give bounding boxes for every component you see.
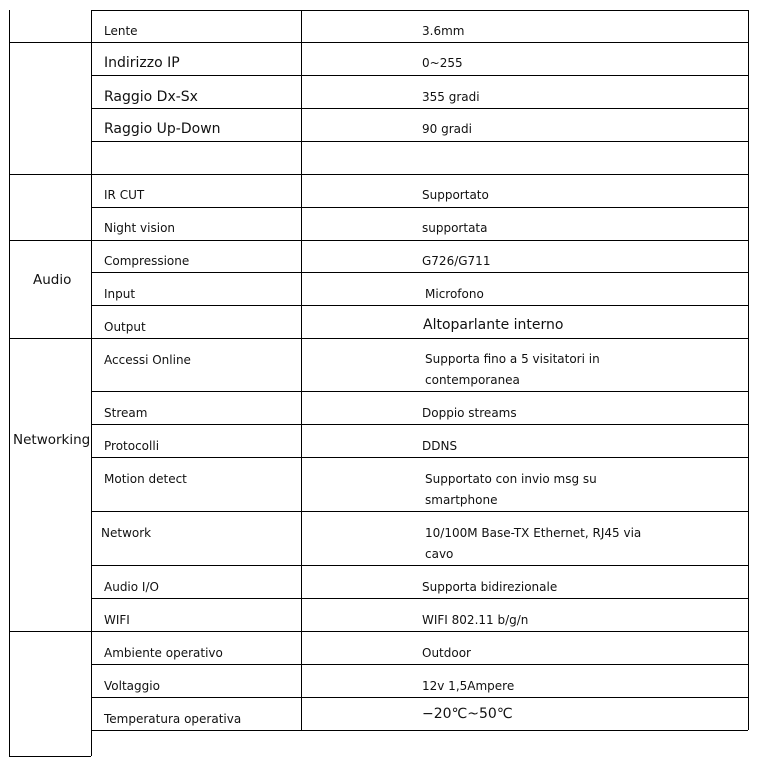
section-rule xyxy=(9,338,748,339)
spec-label-ambiente-operativo: Ambiente operativo xyxy=(104,646,223,660)
row-rule xyxy=(91,272,748,273)
spec-label-temperatura-operativa: Temperatura operativa xyxy=(104,712,242,726)
row-rule xyxy=(91,457,748,458)
spec-label-input: Input xyxy=(104,287,136,301)
spec-label-night-vision: Night vision xyxy=(104,221,176,235)
section-rule xyxy=(9,174,748,175)
spec-value-audio-io: Supporta bidirezionale xyxy=(422,580,558,594)
row-rule xyxy=(91,108,748,109)
category-label-audio: Audio xyxy=(33,272,72,288)
spec-value-lente: 3.6mm xyxy=(422,24,465,38)
section-rule xyxy=(9,42,748,43)
spec-label-audio-io: Audio I/O xyxy=(104,580,159,594)
spec-value-voltaggio: 12v 1,5Ampere xyxy=(422,679,515,693)
spec-label-indirizzo-ip: Indirizzo IP xyxy=(104,55,180,71)
spec-value-motion-detect-line1: Supportato con invio msg su xyxy=(425,472,597,486)
spec-value-network-line2: cavo xyxy=(425,547,454,561)
value-column-left-rule xyxy=(301,10,302,730)
spec-label-accessi-online: Accessi Online xyxy=(104,353,191,367)
row-rule xyxy=(91,565,748,566)
row-rule xyxy=(91,391,748,392)
row-rule xyxy=(91,664,748,665)
spec-label-output: Output xyxy=(104,320,146,334)
spec-label-raggio-up-down: Raggio Up-Down xyxy=(104,121,221,137)
row-rule xyxy=(91,75,748,76)
spec-value-indirizzo-ip: 0~255 xyxy=(422,56,463,70)
spec-value-stream: Doppio streams xyxy=(422,406,517,420)
row-rule xyxy=(91,697,748,698)
category-column-left-rule xyxy=(9,10,10,756)
label-column-left-rule xyxy=(91,10,92,756)
spec-label-stream: Stream xyxy=(104,406,148,420)
spec-value-raggio-dx-sx: 355 gradi xyxy=(422,90,480,104)
spec-value-motion-detect-line2: smartphone xyxy=(425,493,498,507)
spec-value-output: Altoparlante interno xyxy=(423,317,564,333)
row-rule xyxy=(91,424,748,425)
spec-label-protocolli: Protocolli xyxy=(104,439,160,453)
row-rule xyxy=(91,511,748,512)
spec-value-accessi-online-line2: contemporanea xyxy=(425,373,520,387)
table-right-rule xyxy=(748,10,749,730)
spec-value-network-line1: 10/100M Base-TX Ethernet, RJ45 via xyxy=(425,526,642,540)
spec-value-input: Microfono xyxy=(425,287,484,301)
spec-label-compressione: Compressione xyxy=(104,254,190,268)
spec-label-raggio-dx-sx: Raggio Dx-Sx xyxy=(104,89,198,105)
row-rule xyxy=(91,207,748,208)
row-rule xyxy=(91,10,748,11)
spec-label-wifi: WIFI xyxy=(104,613,130,627)
spec-label-lente: Lente xyxy=(104,24,138,38)
spec-value-accessi-online-line1: Supporta fino a 5 visitatori in xyxy=(425,352,600,366)
row-rule xyxy=(91,141,748,142)
spec-label-network: Network xyxy=(101,526,152,540)
spec-value-compressione: G726/G711 xyxy=(422,254,491,268)
spec-value-protocolli: DDNS xyxy=(422,439,458,453)
spec-value-night-vision: supportata xyxy=(422,221,488,235)
spec-value-temperatura-operativa: −20℃~50℃ xyxy=(422,706,513,722)
row-rule xyxy=(91,305,748,306)
row-rule xyxy=(91,598,748,599)
category-label-networking: Networking xyxy=(13,432,91,448)
spec-label-voltaggio: Voltaggio xyxy=(104,679,160,693)
spec-value-wifi: WIFI 802.11 b/g/n xyxy=(422,613,529,627)
spec-value-ambiente-operativo: Outdoor xyxy=(422,646,471,660)
section-rule xyxy=(9,240,748,241)
section-rule xyxy=(9,631,748,632)
section-rule xyxy=(9,756,91,757)
spec-label-motion-detect: Motion detect xyxy=(104,472,187,486)
spec-label-ir-cut: IR CUT xyxy=(104,188,145,202)
spec-value-raggio-up-down: 90 gradi xyxy=(422,122,472,136)
spec-value-ir-cut: Supportato xyxy=(422,188,489,202)
row-rule xyxy=(91,730,748,731)
